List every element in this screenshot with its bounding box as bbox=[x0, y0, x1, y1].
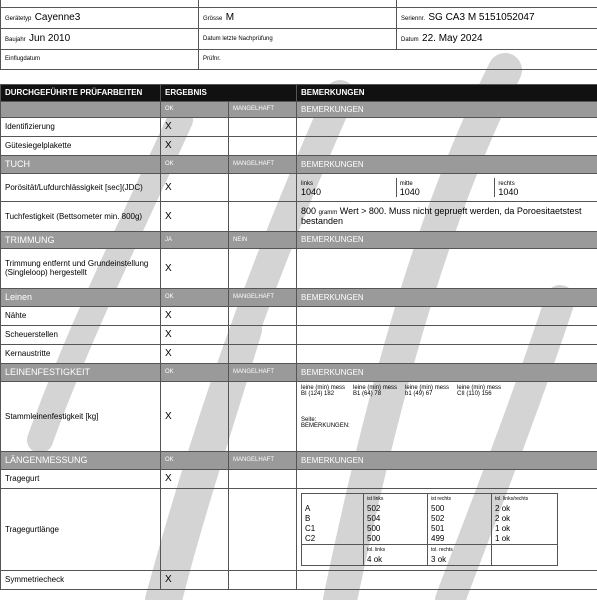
table-row: Stammleinenfestigkeit [kg] X leine (min) mess BI (124) 182 leine (min) mess B1 (64) 78 leine (min) mess b1 (49) 67 leine (min) mess CII (110) 156 Seite: BEMERKUNGEN: bbox=[1, 381, 597, 451]
table-row: Porösität/Lufdurchlässigkeit [sec](JDC) X links 1040 mitte 1040 rechts 1040 bbox=[1, 173, 597, 201]
table-head-row bbox=[1, 84, 597, 101]
porositaet-values: links 1040 mitte 1040 rechts 1040 bbox=[301, 178, 593, 197]
field-seriennr: Seriennr. SG CA3 M 5151052047 bbox=[397, 7, 597, 28]
table-row: Scheuerstellen X bbox=[1, 325, 597, 344]
section-header-trimmung: TRIMMUNG JA NEIN BEMERKUNGEN bbox=[1, 231, 597, 248]
table-row: Symmetriecheck X bbox=[1, 570, 597, 589]
inspection-table bbox=[0, 84, 597, 590]
tuchfest-remark: 800 gramm Wert > 800. Muss nicht geprueft werden, da Poroesitaetstest bestanden bbox=[297, 201, 597, 231]
field-einflugdatum: Einflugdatum bbox=[1, 49, 199, 69]
field-datum: Datum 22. May 2024 bbox=[397, 28, 597, 49]
table-row: Kernaustritte X bbox=[1, 344, 597, 363]
section-header-leinenfestigkeit: LEINENFESTIGKEIT OK MANGELHAFT BEMERKUNGEN bbox=[1, 363, 597, 381]
col-head-bemerkungen: BEMERKUNGEN bbox=[297, 84, 597, 101]
table-row: Trimmung entfernt und Grundeinstellung (Singleloop) hergestellt X bbox=[1, 248, 597, 288]
col-head-pruefarbeiten: DURCHGEFÜHRTE PRÜFARBEITEN bbox=[1, 84, 161, 101]
table-row: Nähte X bbox=[1, 306, 597, 325]
section-header-tuch: TUCH OK MANGELHAFT BEMERKUNGEN bbox=[1, 155, 597, 173]
section-header-general: OK MANGELHAFT BEMERKUNGEN bbox=[1, 101, 597, 117]
table-row: Gütesiegelplakette X bbox=[1, 136, 597, 155]
table-row: Tuchfestigkeit (Bettsometer min. 800g) X 800 gramm Wert > 800. Muss nicht geprueft werden, da Poroesitaetstest bestanden bbox=[1, 201, 597, 231]
section-header-laengenmessung: LÄNGENMESSUNG OK MANGELHAFT BEMERKUNGEN bbox=[1, 451, 597, 469]
device-header-table bbox=[0, 0, 597, 70]
stammleinen-measurements: leine (min) mess BI (124) 182 leine (min) mess B1 (64) 78 leine (min) mess b1 (49) 67 leine (min) mess CII (110) 156 Seite: BEMERKUNGEN: bbox=[297, 381, 597, 451]
col-head-ergebnis: ERGEBNIS bbox=[161, 84, 297, 101]
field-datum-letzte: Datum letzte Nachprüfung bbox=[199, 28, 397, 49]
field-groesse: Grösse M bbox=[199, 7, 397, 28]
table-row: Tragegurt X bbox=[1, 469, 597, 488]
table-row: Identifizierung X bbox=[1, 117, 597, 136]
field-baujahr: Baujahr Jun 2010 bbox=[1, 28, 199, 49]
tragegurt-length-table: A B C1 C2 ist links 502 504 500 500 ist rechts 500 502 501 499 tol. links/rechts 2 ok 2 ok 1 ok 1 ok tol. links 4 ok tol. rechts 3 ok bbox=[301, 493, 558, 566]
field-pruefnr: Prüfnr. bbox=[199, 49, 597, 69]
table-row: Tragegurtlänge A B C1 C2 ist links 502 504 500 500 ist rechts 500 502 501 499 tol. links/rechts 2 ok 2 ok 1 ok 1 ok tol. links 4 ok tol. rechts 3 ok bbox=[1, 488, 597, 570]
section-header-leinen: Leinen OK MANGELHAFT BEMERKUNGEN bbox=[1, 288, 597, 306]
field-geraetetyp: Gerätetyp Cayenne3 bbox=[1, 7, 199, 28]
